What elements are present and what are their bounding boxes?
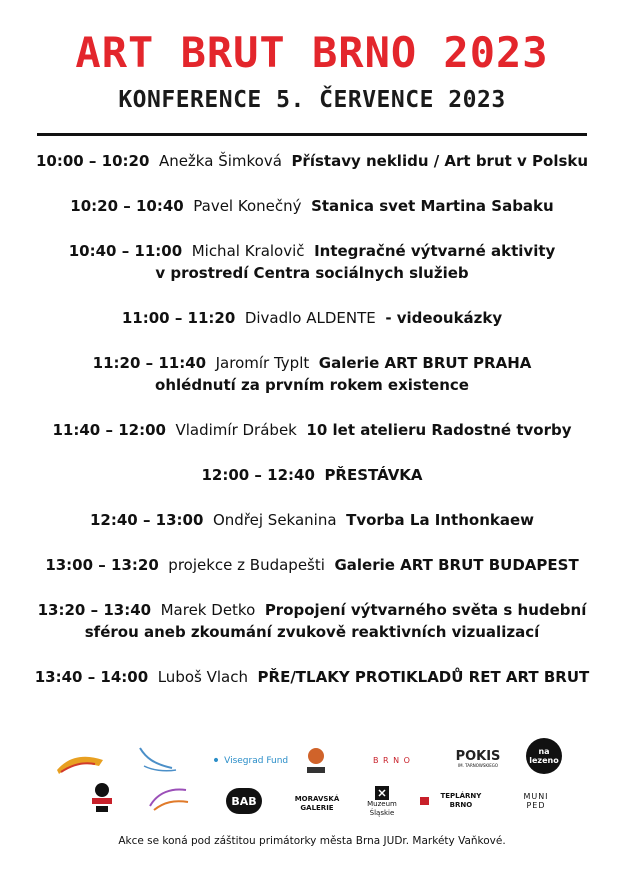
program-list	[20, 150, 604, 711]
logo-visegrad-fund: • Visegrad Fund	[211, 752, 289, 769]
program-talk-title: Integračné výtvarné aktivity	[314, 242, 556, 260]
program-talk-title: - videoukázky	[385, 309, 503, 327]
program-time: 13:00 – 13:20	[45, 556, 159, 574]
program-item	[20, 464, 604, 486]
program-talk-title: 10 let atelieru Radostné tvorby	[306, 421, 572, 439]
logo-art-brut-brush	[55, 750, 105, 776]
program-time: 10:40 – 11:00	[68, 242, 183, 260]
program-speaker: Marek Detko	[160, 601, 256, 619]
program-talk-title: PŘE/TLAKY PROTIKLADŮ RET ART BRUT	[257, 668, 590, 686]
program-speaker: projekce z Budapešti	[168, 556, 325, 574]
program-item	[20, 150, 604, 172]
program-item	[20, 419, 604, 441]
program-speaker: Pavel Konečný	[193, 197, 302, 215]
program-item	[20, 509, 604, 531]
poster-subtitle: KONFERENCE 5. ČERVENCE 2023	[118, 87, 506, 113]
program-talk-title-continued: sférou aneb zkoumání zvukově reaktivních vizualizací	[84, 623, 540, 641]
poster-title: ART BRUT BRNO 2023	[75, 28, 549, 77]
program-talk-title: Stanica svet Martina Sabaku	[311, 197, 554, 215]
logo-kreart	[303, 745, 329, 775]
program-time: 11:40 – 12:00	[52, 421, 166, 439]
program-speaker: Vladimír Drábek	[175, 421, 297, 439]
program-item	[20, 195, 604, 217]
program-speaker: Divadlo ALDENTE	[244, 309, 376, 327]
program-item	[20, 352, 604, 396]
logo-muni-ped: MUNI PED	[523, 792, 549, 810]
logo-bab: BAB	[226, 788, 262, 814]
logo-moravska-galerie: MORAVSKÁ GALERIE	[294, 795, 340, 812]
header-divider	[37, 133, 587, 136]
program-item	[20, 599, 604, 643]
footer-note: Akce se koná pod záštitou primátorky města Brna JUDr. Markéty Vaňkové.	[118, 835, 506, 847]
program-time: 13:20 – 13:40	[37, 601, 152, 619]
program-time: 12:00 – 12:40	[201, 466, 315, 484]
program-talk-title: Propojení výtvarného světa s hudební	[264, 601, 587, 619]
logo-nalezeno: na lezeno	[526, 738, 562, 774]
program-talk-title: Přístavy neklidu / Art brut v Polsku	[291, 152, 589, 170]
program-speaker: Ondřej Sekanina	[212, 511, 337, 529]
program-time: 12:40 – 13:00	[89, 511, 204, 529]
logo-brno: B R N O	[373, 755, 411, 765]
program-speaker: Luboš Vlach	[157, 668, 248, 686]
logo-teplarny-brno: TEPLÁRNY BRNO	[420, 794, 490, 808]
logo-stop-zed	[86, 780, 118, 816]
logo-pokis: POKIS IM. TARNOWSKIEGO	[455, 749, 501, 768]
program-time: 13:40 – 14:00	[34, 668, 149, 686]
program-item	[20, 307, 604, 329]
logo-muzeum-slaskie: Muzeum Śląskie	[362, 782, 402, 822]
program-time: 10:20 – 10:40	[70, 197, 184, 215]
program-item	[20, 240, 604, 284]
program-speaker: Michal Kralovič	[191, 242, 305, 260]
program-talk-title-continued: v prostredí Centra sociálnych služieb	[155, 264, 469, 282]
program-talk-title: Galerie ART BRUT BUDAPEST	[334, 556, 579, 574]
program-time: 10:00 – 10:20	[35, 152, 150, 170]
program-item	[20, 554, 604, 576]
program-talk-title: Tvorba La Inthonkaew	[346, 511, 535, 529]
program-speaker: Anežka Šimková	[158, 152, 282, 170]
logo-budoucnost	[146, 782, 190, 812]
program-item	[20, 666, 604, 688]
logo-lodka	[132, 744, 182, 776]
program-talk-title: PŘESTÁVKA	[324, 466, 423, 484]
program-talk-title: Galerie ART BRUT PRAHA	[318, 354, 532, 372]
program-time: 11:20 – 11:40	[92, 354, 207, 372]
program-talk-title-continued: ohlédnutí za prvním rokem existence	[155, 376, 469, 394]
program-time: 11:00 – 11:20	[121, 309, 236, 327]
program-speaker: Jaromír Typlt	[215, 354, 310, 372]
